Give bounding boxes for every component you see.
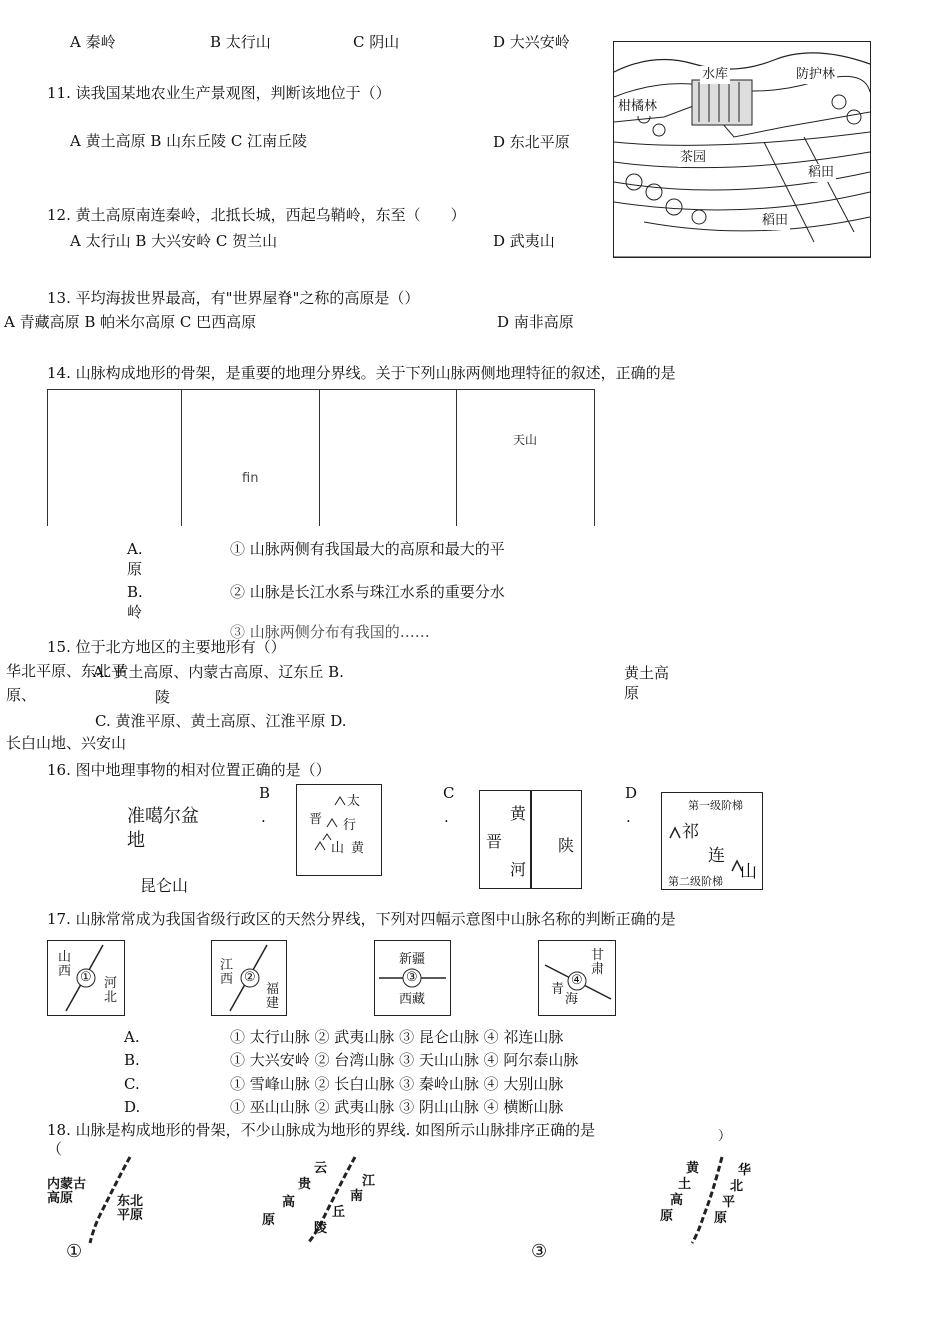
q18-m3-r2: 北 — [730, 1179, 744, 1194]
q18-m3-number: ③ — [531, 1241, 548, 1262]
q10-option-c: C 阴山 — [353, 33, 400, 51]
q18-m3-l1: 黄 — [686, 1161, 700, 1176]
q16-b-shan: 山 — [331, 841, 345, 856]
q17-f2-number: ② — [244, 970, 256, 985]
q15-line2-mid: 陵 — [155, 688, 171, 706]
label-shelterbelt: 防护林 — [796, 67, 836, 82]
q14-cell-4-tianshan: 天山 — [513, 433, 538, 447]
q18-m2-bot2: 丘 — [332, 1205, 346, 1220]
q18-m1-left1: 内蒙古 — [47, 1177, 87, 1192]
q14-option-b-label-wrap: 岭 — [127, 603, 143, 621]
label-paddy-2: 稻田 — [762, 213, 789, 228]
q14-option-a-text: ① 山脉两侧有我国最大的高原和最大的平 — [230, 540, 505, 558]
q16-d-label: D — [625, 784, 638, 802]
q18-m3-r4: 原 — [714, 1211, 728, 1226]
q17-option-a-label: A. — [124, 1028, 140, 1046]
label-paddy-1: 稻田 — [808, 165, 835, 180]
label-reservoir: 水库 — [702, 67, 729, 82]
q16-b-mountains — [297, 785, 381, 875]
q18-m3-l3: 高 — [670, 1193, 684, 1208]
q18-m2-top2: 江 — [362, 1174, 376, 1189]
q12-option-d: D 武夷山 — [493, 232, 555, 250]
q15-line1-option-a: A. 黄土高原、内蒙古高原、辽东丘 B. — [93, 663, 344, 681]
q11-landscape-figure — [613, 41, 871, 258]
q16-a-kunlun: 昆仑山 — [140, 876, 189, 895]
q16-c-dot: . — [444, 808, 449, 826]
q17-f2-r2: 建 — [266, 996, 280, 1011]
q17-option-b-text: ① 大兴安岭 ② 台湾山脉 ③ 天山山脉 ④ 阿尔泰山脉 — [230, 1051, 579, 1069]
q14-stem: 14. 山脉构成地形的骨架，是重要的地理分界线。关于下列山脉两侧地理特征的叙述，正确的是 — [47, 364, 676, 382]
label-tea-garden: 茶园 — [680, 150, 707, 165]
q17-option-c-label: C. — [124, 1075, 140, 1093]
q17-f2-l1: 江 — [220, 958, 234, 973]
q18-m2-bot1: 高 — [282, 1195, 296, 1210]
q17-f2-l2: 西 — [220, 972, 234, 987]
q12-options-abc: A 太行山 B 大兴安岭 C 贺兰山 — [70, 232, 278, 250]
q15-line1-left: 华北平原、东北平 — [6, 662, 127, 680]
q15-line2-right: 原 — [624, 684, 640, 702]
q18-m3-l4: 原 — [660, 1209, 674, 1224]
q13-options-abc: A 青藏高原 B 帕米尔高原 C 巴西高原 — [4, 313, 257, 331]
q16-stem: 16. 图中地理事物的相对位置正确的是（） — [47, 761, 331, 779]
q17-f4-t2: 肃 — [591, 962, 605, 977]
label-citrus-grove: 柑橘林 — [618, 99, 658, 114]
q16-c-label: C — [443, 784, 455, 802]
q16-c-shaan: 陕 — [558, 836, 575, 855]
q10-option-a: A 秦岭 — [70, 33, 116, 51]
q14-option-b-label: B. — [127, 583, 143, 601]
q11-stem: 11. 读我国某地农业生产景观图，判断该地位于（） — [47, 84, 391, 102]
q14-option-a-label-wrap: 原 — [127, 560, 143, 578]
q17-option-d-label: D. — [124, 1098, 141, 1116]
q16-b-jin: 晋 — [309, 812, 323, 827]
q14-figure-table — [47, 389, 595, 526]
q15-option-d-text: 长白山地、兴安山 — [6, 734, 127, 752]
q14-option-c-partial: ③ 山脉两侧分布有我国的…… — [230, 623, 430, 641]
q17-figure-2 — [211, 940, 287, 1016]
q14-option-b-text: ② 山脉是长江水系与珠江水系的重要分水 — [230, 583, 505, 601]
q18-m2-mid2: 南 — [350, 1189, 364, 1204]
q17-option-a-text: ① 太行山脉 ② 武夷山脉 ③ 昆仑山脉 ④ 祁连山脉 — [230, 1028, 564, 1046]
q17-f2-r1: 福 — [266, 982, 280, 997]
q13-stem: 13. 平均海拔世界最高，有"世界屋脊"之称的高原是（） — [47, 289, 420, 307]
q16-c-huang: 黄 — [510, 804, 527, 823]
q16-b-label: B — [259, 784, 271, 802]
q17-f1-r1: 河 — [104, 976, 118, 991]
q18-m2-bot4: 陵 — [314, 1221, 328, 1236]
q16-b-figure — [296, 784, 382, 876]
q16-d-shan: 山 — [740, 862, 757, 882]
q17-figure-4 — [538, 940, 616, 1016]
q18-stem: 18. 山脉是构成地形的骨架，不少山脉成为地形的界线. 如图所示山脉排序正确的是 — [47, 1121, 596, 1139]
q16-c-jin: 晋 — [486, 832, 503, 851]
q16-b-hang: 行 — [343, 818, 357, 833]
q17-stem: 17. 山脉常常成为我国省级行政区的天然分界线，下列对四幅示意图中山脉名称的判断正确的是 — [47, 910, 676, 928]
q10-option-b: B 太行山 — [210, 33, 271, 51]
q17-f4-number: ④ — [571, 973, 583, 988]
q18-m2-bot3: 原 — [262, 1213, 276, 1228]
q18-m1-left2: 高原 — [47, 1191, 74, 1206]
q18-m1-right1: 东北 — [117, 1194, 144, 1209]
q18-map1-mountain-chain — [60, 1155, 160, 1245]
q16-a-junggar-2: 地 — [127, 830, 145, 851]
q10-option-d: D 大兴安岭 — [493, 33, 570, 51]
q16-a-junggar-1: 准噶尔盆 — [127, 806, 199, 827]
q16-d-figure — [661, 792, 763, 890]
q18-paren-left: （ — [47, 1140, 63, 1158]
q15-line1-right: 黄土高 — [624, 664, 670, 682]
q17-figure-3 — [374, 940, 451, 1016]
q17-f3-top: 新疆 — [399, 952, 426, 967]
q17-f1-number: ① — [80, 970, 92, 985]
q16-d-dot: . — [626, 808, 631, 826]
q16-d-step2: 第二级阶梯 — [668, 875, 723, 888]
q18-m3-r1: 华 — [738, 1163, 752, 1178]
q16-d-qi: 祁 — [682, 822, 699, 842]
q18-m3-l2: 土 — [678, 1177, 692, 1192]
q17-option-d-text: ① 巫山山脉 ② 武夷山脉 ③ 阴山山脉 ④ 横断山脉 — [230, 1098, 564, 1116]
q14-cell-2-text: fin — [242, 471, 259, 486]
q17-f1-r2: 北 — [104, 990, 118, 1005]
q17-f4-b2: 海 — [565, 992, 579, 1007]
q15-option-c: C. 黄淮平原、黄土高原、江淮平原 D. — [95, 712, 347, 730]
q18-paren-right: ） — [718, 1129, 732, 1144]
q16-d-lian: 连 — [708, 846, 725, 866]
q16-b-dot: . — [261, 808, 266, 826]
q18-m1-number: ① — [66, 1241, 83, 1262]
q18-m2-top: 云 — [314, 1161, 328, 1176]
q18-m2-mid1: 贵 — [298, 1177, 312, 1192]
q17-f4-t1: 甘 — [591, 948, 605, 963]
q12-stem: 12. 黄土高原南连秦岭，北抵长城，西起乌鞘岭，东至（ ） — [47, 206, 466, 224]
q11-options-abc: A 黄土高原 B 山东丘陵 C 江南丘陵 — [70, 132, 308, 150]
q17-f4-b1: 青 — [551, 982, 565, 997]
q17-f1-l1: 山 — [58, 950, 72, 965]
q16-d-step1: 第一级阶梯 — [688, 799, 743, 812]
q13-option-d: D 南非高原 — [497, 313, 574, 331]
q15-line2-left: 原、 — [6, 686, 37, 704]
q17-f1-l2: 西 — [58, 964, 72, 979]
q18-m3-r3: 平 — [722, 1195, 736, 1210]
q16-b-tai: 太 — [347, 794, 361, 809]
q16-b-huang: 黄 — [351, 841, 365, 856]
q14-option-a-label: A. — [127, 540, 143, 558]
q16-c-figure — [479, 790, 582, 889]
q16-c-he: 河 — [510, 860, 527, 879]
q17-f3-number: ③ — [406, 970, 418, 985]
q17-option-b-label: B. — [124, 1051, 140, 1069]
q15-stem: 15. 位于北方地区的主要地形有（） — [47, 638, 286, 656]
q11-option-d: D 东北平原 — [493, 133, 570, 151]
q17-option-c-text: ① 雪峰山脉 ② 长白山脉 ③ 秦岭山脉 ④ 大别山脉 — [230, 1075, 564, 1093]
q17-f3-bottom: 西藏 — [399, 992, 426, 1007]
q18-m1-right2: 平原 — [117, 1208, 144, 1223]
q17-figure-1 — [47, 940, 125, 1016]
